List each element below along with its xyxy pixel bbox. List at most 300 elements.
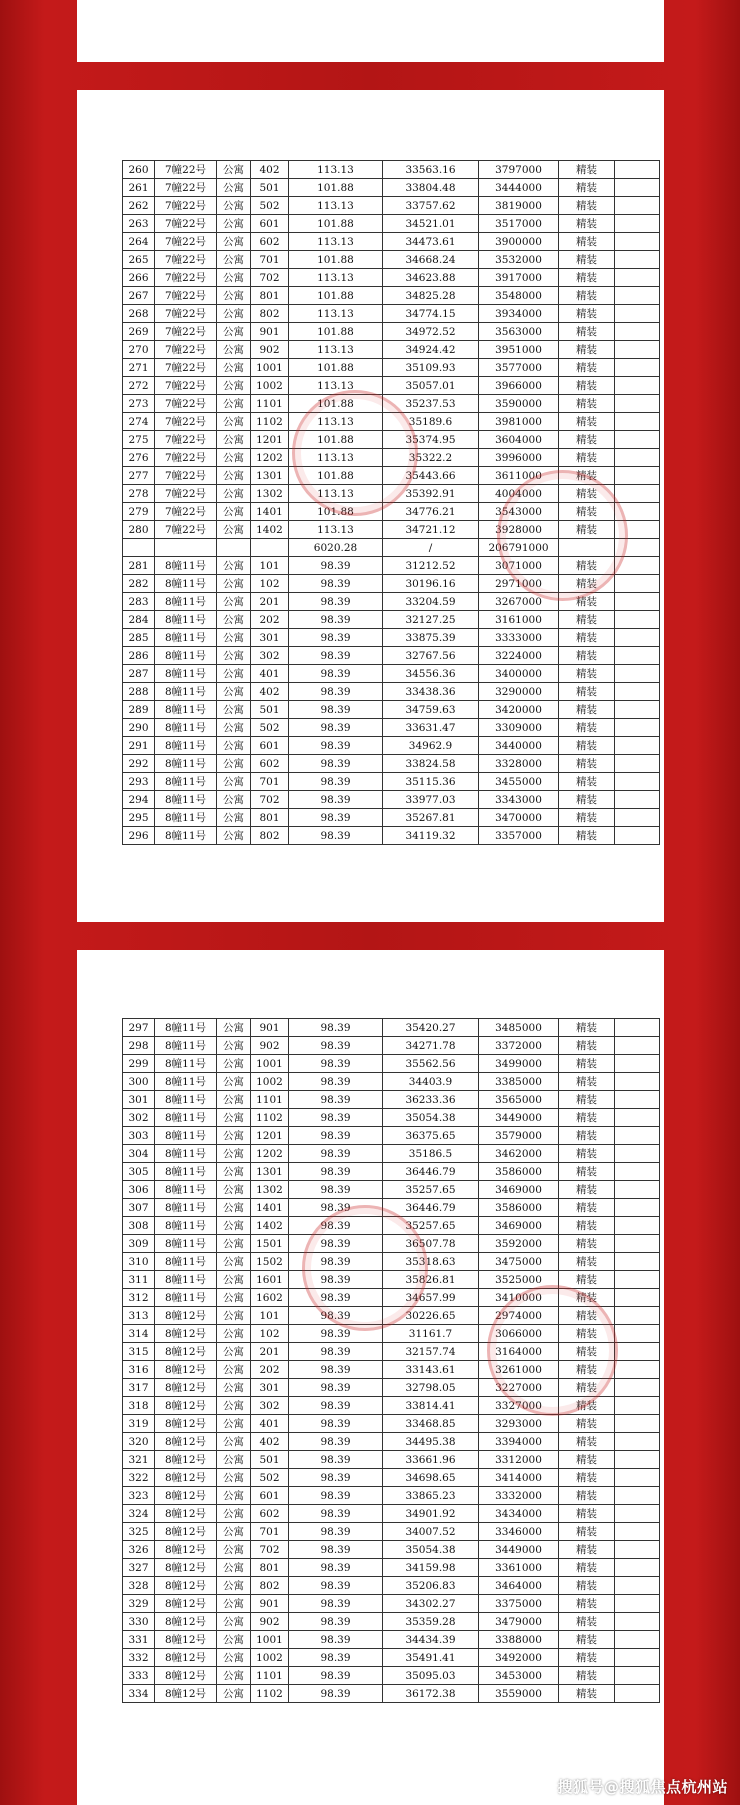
- property-type-cell: 公寓: [217, 719, 251, 737]
- row-number-cell: 315: [123, 1343, 155, 1361]
- decoration-status-cell: 精装: [559, 1145, 615, 1163]
- property-type-cell: 公寓: [217, 1199, 251, 1217]
- unit-price-cell: 34901.92: [383, 1505, 479, 1523]
- blank-cell: [615, 1379, 660, 1397]
- floor-area-cell: 98.39: [289, 647, 383, 665]
- total-price-cell: 3224000: [479, 647, 559, 665]
- blank-cell: [615, 269, 660, 287]
- unit-price-cell: 32157.74: [383, 1343, 479, 1361]
- decoration-status-cell: 精装: [559, 1361, 615, 1379]
- total-price-cell: 3611000: [479, 467, 559, 485]
- row-number-cell: 317: [123, 1379, 155, 1397]
- decoration-status-cell: 精装: [559, 341, 615, 359]
- total-price-cell: 3543000: [479, 503, 559, 521]
- table-row: [123, 1145, 660, 1163]
- table-row: [123, 215, 660, 233]
- blank-cell: [615, 1181, 660, 1199]
- total-price-cell: 3361000: [479, 1559, 559, 1577]
- row-number-cell: 320: [123, 1433, 155, 1451]
- total-price-cell: 3388000: [479, 1631, 559, 1649]
- building-cell: 8幢12号: [155, 1379, 217, 1397]
- total-price-cell: 3951000: [479, 341, 559, 359]
- unit-price-cell: 35826.81: [383, 1271, 479, 1289]
- total-price-cell: 3290000: [479, 683, 559, 701]
- room-number-cell: 101: [251, 557, 289, 575]
- row-number-cell: 271: [123, 359, 155, 377]
- unit-price-cell: 30196.16: [383, 575, 479, 593]
- property-type-cell: 公寓: [217, 1397, 251, 1415]
- blank-cell: [615, 1145, 660, 1163]
- total-price-cell: 3485000: [479, 1019, 559, 1037]
- price-table-2: [122, 1018, 660, 1703]
- unit-price-cell: 33824.58: [383, 755, 479, 773]
- blank-cell: [615, 341, 660, 359]
- table-row: [123, 773, 660, 791]
- row-number-cell: 316: [123, 1361, 155, 1379]
- decoration-status-cell: 精装: [559, 1613, 615, 1631]
- total-price-cell: 3066000: [479, 1325, 559, 1343]
- property-type-cell: 公寓: [217, 755, 251, 773]
- unit-price-cell: 36446.79: [383, 1163, 479, 1181]
- decoration-status-cell: [559, 539, 615, 557]
- floor-area-cell: 98.39: [289, 1451, 383, 1469]
- room-number-cell: 701: [251, 251, 289, 269]
- building-cell: 8幢12号: [155, 1631, 217, 1649]
- property-type-cell: 公寓: [217, 1253, 251, 1271]
- decoration-status-cell: 精装: [559, 485, 615, 503]
- property-type-cell: 公寓: [217, 1541, 251, 1559]
- table-row: [123, 575, 660, 593]
- blank-cell: [615, 647, 660, 665]
- total-price-cell: 3996000: [479, 449, 559, 467]
- price-table-1-body: [123, 161, 660, 845]
- room-number-cell: 801: [251, 287, 289, 305]
- table-row: [123, 1091, 660, 1109]
- building-cell: 8幢12号: [155, 1685, 217, 1703]
- floor-area-cell: 98.39: [289, 1271, 383, 1289]
- row-number-cell: 288: [123, 683, 155, 701]
- floor-area-cell: 113.13: [289, 197, 383, 215]
- table-row: [123, 1451, 660, 1469]
- property-type-cell: 公寓: [217, 341, 251, 359]
- row-number-cell: 275: [123, 431, 155, 449]
- row-number-cell: 263: [123, 215, 155, 233]
- unit-price-cell: 34698.65: [383, 1469, 479, 1487]
- unit-price-cell: 33865.23: [383, 1487, 479, 1505]
- decoration-status-cell: 精装: [559, 233, 615, 251]
- building-cell: 8幢12号: [155, 1451, 217, 1469]
- room-number-cell: 601: [251, 215, 289, 233]
- property-type-cell: 公寓: [217, 773, 251, 791]
- property-type-cell: 公寓: [217, 377, 251, 395]
- blank-cell: [615, 1451, 660, 1469]
- building-cell: 7幢22号: [155, 503, 217, 521]
- decoration-status-cell: 精装: [559, 323, 615, 341]
- blank-cell: [615, 1631, 660, 1649]
- blank-cell: [615, 287, 660, 305]
- property-type-cell: 公寓: [217, 1037, 251, 1055]
- unit-price-cell: 35420.27: [383, 1019, 479, 1037]
- unit-price-cell: 31212.52: [383, 557, 479, 575]
- row-number-cell: 267: [123, 287, 155, 305]
- room-number-cell: 302: [251, 1397, 289, 1415]
- unit-price-cell: 35267.81: [383, 809, 479, 827]
- blank-cell: [615, 251, 660, 269]
- property-type-cell: 公寓: [217, 1433, 251, 1451]
- floor-area-cell: 98.39: [289, 1307, 383, 1325]
- building-cell: 7幢22号: [155, 377, 217, 395]
- total-price-cell: 3161000: [479, 611, 559, 629]
- room-number-cell: 202: [251, 1361, 289, 1379]
- property-type-cell: 公寓: [217, 1505, 251, 1523]
- table-row: [123, 1433, 660, 1451]
- room-number-cell: 602: [251, 233, 289, 251]
- total-price-cell: 3375000: [479, 1595, 559, 1613]
- row-number-cell: 276: [123, 449, 155, 467]
- total-price-cell: 3444000: [479, 179, 559, 197]
- decoration-status-cell: 精装: [559, 701, 615, 719]
- building-cell: 8幢11号: [155, 683, 217, 701]
- room-number-cell: 102: [251, 1325, 289, 1343]
- floor-area-cell: 98.39: [289, 575, 383, 593]
- building-cell: 7幢22号: [155, 359, 217, 377]
- decoration-status-cell: 精装: [559, 287, 615, 305]
- building-cell: 8幢12号: [155, 1541, 217, 1559]
- table-row: [123, 629, 660, 647]
- floor-area-cell: 98.39: [289, 1379, 383, 1397]
- blank-cell: [615, 1217, 660, 1235]
- building-cell: 8幢12号: [155, 1487, 217, 1505]
- building-cell: 8幢12号: [155, 1577, 217, 1595]
- total-price-cell: 3586000: [479, 1199, 559, 1217]
- room-number-cell: 602: [251, 1505, 289, 1523]
- decoration-status-cell: 精装: [559, 305, 615, 323]
- room-number-cell: 1002: [251, 1073, 289, 1091]
- row-number-cell: 273: [123, 395, 155, 413]
- table-row: [123, 1379, 660, 1397]
- property-type-cell: 公寓: [217, 1487, 251, 1505]
- unit-price-cell: 30226.65: [383, 1307, 479, 1325]
- floor-area-cell: 113.13: [289, 341, 383, 359]
- property-type-cell: 公寓: [217, 1289, 251, 1307]
- row-number-cell: 293: [123, 773, 155, 791]
- property-type-cell: 公寓: [217, 1343, 251, 1361]
- room-number-cell: 1002: [251, 1649, 289, 1667]
- floor-area-cell: 98.39: [289, 791, 383, 809]
- blank-cell: [615, 233, 660, 251]
- unit-price-cell: 35257.65: [383, 1217, 479, 1235]
- total-price-cell: 3499000: [479, 1055, 559, 1073]
- building-cell: 8幢11号: [155, 1055, 217, 1073]
- total-price-cell: 3455000: [479, 773, 559, 791]
- table-row: [123, 1613, 660, 1631]
- table-row: [123, 1163, 660, 1181]
- building-cell: 7幢22号: [155, 179, 217, 197]
- room-number-cell: 1302: [251, 485, 289, 503]
- price-table-1: [122, 160, 660, 845]
- table-row: [123, 1541, 660, 1559]
- total-price-cell: 3592000: [479, 1235, 559, 1253]
- row-number-cell: 319: [123, 1415, 155, 1433]
- building-cell: 8幢11号: [155, 1289, 217, 1307]
- floor-area-cell: 98.39: [289, 1523, 383, 1541]
- table-row: [123, 1577, 660, 1595]
- blank-cell: [615, 521, 660, 539]
- row-number-cell: 318: [123, 1397, 155, 1415]
- blank-cell: [615, 323, 660, 341]
- decoration-status-cell: 精装: [559, 521, 615, 539]
- row-number-cell: 323: [123, 1487, 155, 1505]
- building-cell: 7幢22号: [155, 467, 217, 485]
- floor-area-cell: 98.39: [289, 1361, 383, 1379]
- room-number-cell: 702: [251, 269, 289, 287]
- unit-price-cell: 34972.52: [383, 323, 479, 341]
- blank-cell: [615, 827, 660, 845]
- row-number-cell: 292: [123, 755, 155, 773]
- total-price-cell: 3604000: [479, 431, 559, 449]
- building-cell: 8幢11号: [155, 809, 217, 827]
- table-row: [123, 737, 660, 755]
- floor-area-cell: 98.39: [289, 1073, 383, 1091]
- unit-price-cell: 35392.91: [383, 485, 479, 503]
- row-number-cell: 265: [123, 251, 155, 269]
- row-number-cell: 264: [123, 233, 155, 251]
- room-number-cell: 301: [251, 629, 289, 647]
- floor-area-cell: 98.39: [289, 1397, 383, 1415]
- blank-cell: [615, 1487, 660, 1505]
- room-number-cell: 1202: [251, 1145, 289, 1163]
- room-number-cell: 1101: [251, 1667, 289, 1685]
- blank-cell: [615, 1361, 660, 1379]
- decoration-status-cell: 精装: [559, 1541, 615, 1559]
- table-row: [123, 1235, 660, 1253]
- unit-price-cell: 35057.01: [383, 377, 479, 395]
- blank-cell: [615, 1019, 660, 1037]
- total-price-cell: 3420000: [479, 701, 559, 719]
- property-type-cell: 公寓: [217, 701, 251, 719]
- decoration-status-cell: 精装: [559, 1433, 615, 1451]
- row-number-cell: 331: [123, 1631, 155, 1649]
- table-row: [123, 395, 660, 413]
- table-row: [123, 539, 660, 557]
- blank-cell: [615, 359, 660, 377]
- blank-cell: [615, 1397, 660, 1415]
- unit-price-cell: 35237.53: [383, 395, 479, 413]
- unit-price-cell: 34403.9: [383, 1073, 479, 1091]
- table-row: [123, 269, 660, 287]
- property-type-cell: 公寓: [217, 1469, 251, 1487]
- property-type-cell: 公寓: [217, 1181, 251, 1199]
- property-type-cell: 公寓: [217, 449, 251, 467]
- property-type-cell: 公寓: [217, 503, 251, 521]
- property-type-cell: 公寓: [217, 521, 251, 539]
- row-number-cell: 266: [123, 269, 155, 287]
- unit-price-cell: 34271.78: [383, 1037, 479, 1055]
- unit-price-cell: 34007.52: [383, 1523, 479, 1541]
- row-number-cell: 322: [123, 1469, 155, 1487]
- row-number-cell: 313: [123, 1307, 155, 1325]
- decoration-status-cell: 精装: [559, 809, 615, 827]
- decoration-status-cell: 精装: [559, 449, 615, 467]
- row-number-cell: 287: [123, 665, 155, 683]
- decoration-status-cell: 精装: [559, 1217, 615, 1235]
- room-number-cell: 502: [251, 1469, 289, 1487]
- unit-price-cell: 35374.95: [383, 431, 479, 449]
- room-number-cell: 801: [251, 809, 289, 827]
- floor-area-cell: 98.39: [289, 1559, 383, 1577]
- room-number-cell: 1301: [251, 467, 289, 485]
- decoration-status-cell: 精装: [559, 503, 615, 521]
- room-number-cell: 502: [251, 197, 289, 215]
- property-type-cell: 公寓: [217, 1235, 251, 1253]
- property-type-cell: 公寓: [217, 287, 251, 305]
- room-number-cell: 1401: [251, 503, 289, 521]
- table-row: [123, 1505, 660, 1523]
- decoration-status-cell: 精装: [559, 1667, 615, 1685]
- table-row: [123, 503, 660, 521]
- property-type-cell: 公寓: [217, 1127, 251, 1145]
- blank-cell: [615, 1271, 660, 1289]
- total-price-cell: 3492000: [479, 1649, 559, 1667]
- decoration-status-cell: 精装: [559, 1415, 615, 1433]
- building-cell: 8幢12号: [155, 1559, 217, 1577]
- decoration-status-cell: 精装: [559, 1019, 615, 1037]
- floor-area-cell: 98.39: [289, 1325, 383, 1343]
- floor-area-cell: 98.39: [289, 1343, 383, 1361]
- blank-cell: [615, 1325, 660, 1343]
- room-number-cell: 501: [251, 701, 289, 719]
- row-number-cell: 283: [123, 593, 155, 611]
- property-type-cell: 公寓: [217, 1649, 251, 1667]
- building-cell: [155, 539, 217, 557]
- table-row: [123, 791, 660, 809]
- building-cell: 8幢11号: [155, 773, 217, 791]
- blank-cell: [615, 629, 660, 647]
- floor-area-cell: 98.39: [289, 1253, 383, 1271]
- floor-area-cell: 98.39: [289, 773, 383, 791]
- table-row: [123, 665, 660, 683]
- blank-cell: [615, 1685, 660, 1703]
- blank-cell: [615, 1649, 660, 1667]
- table-row: [123, 719, 660, 737]
- decoration-status-cell: 精装: [559, 791, 615, 809]
- decoration-status-cell: 精装: [559, 629, 615, 647]
- building-cell: 8幢12号: [155, 1523, 217, 1541]
- building-cell: 7幢22号: [155, 269, 217, 287]
- unit-price-cell: 33757.62: [383, 197, 479, 215]
- unit-price-cell: 33814.41: [383, 1397, 479, 1415]
- property-type-cell: 公寓: [217, 359, 251, 377]
- blank-cell: [615, 467, 660, 485]
- blank-cell: [615, 683, 660, 701]
- total-price-cell: 3479000: [479, 1613, 559, 1631]
- unit-price-cell: 36446.79: [383, 1199, 479, 1217]
- table-row: [123, 1271, 660, 1289]
- room-number-cell: 1001: [251, 1631, 289, 1649]
- building-cell: 7幢22号: [155, 197, 217, 215]
- decoration-status-cell: 精装: [559, 215, 615, 233]
- table-row: [123, 1649, 660, 1667]
- blank-cell: [615, 755, 660, 773]
- floor-area-cell: 98.39: [289, 1469, 383, 1487]
- property-type-cell: 公寓: [217, 1631, 251, 1649]
- unit-price-cell: 33438.36: [383, 683, 479, 701]
- property-type-cell: 公寓: [217, 1613, 251, 1631]
- row-number-cell: 308: [123, 1217, 155, 1235]
- table-row: [123, 1217, 660, 1235]
- property-type-cell: 公寓: [217, 809, 251, 827]
- decoration-status-cell: 精装: [559, 773, 615, 791]
- floor-area-cell: 98.39: [289, 1199, 383, 1217]
- blank-cell: [615, 1577, 660, 1595]
- building-cell: 8幢11号: [155, 575, 217, 593]
- floor-area-cell: 101.88: [289, 215, 383, 233]
- floor-area-cell: 98.39: [289, 1433, 383, 1451]
- room-number-cell: 802: [251, 305, 289, 323]
- floor-area-cell: 98.39: [289, 1577, 383, 1595]
- unit-price-cell: 36172.38: [383, 1685, 479, 1703]
- row-number-cell: 325: [123, 1523, 155, 1541]
- building-cell: 8幢12号: [155, 1667, 217, 1685]
- row-number-cell: 261: [123, 179, 155, 197]
- room-number-cell: 1201: [251, 1127, 289, 1145]
- floor-area-cell: 101.88: [289, 323, 383, 341]
- building-cell: 8幢12号: [155, 1397, 217, 1415]
- property-type-cell: 公寓: [217, 413, 251, 431]
- unit-price-cell: 34668.24: [383, 251, 479, 269]
- document-page-1: [77, 90, 664, 922]
- table-row: [123, 1361, 660, 1379]
- building-cell: 8幢12号: [155, 1505, 217, 1523]
- blank-cell: [615, 1505, 660, 1523]
- building-cell: 8幢11号: [155, 629, 217, 647]
- table-row: [123, 1019, 660, 1037]
- floor-area-cell: 98.39: [289, 701, 383, 719]
- table-row: [123, 1667, 660, 1685]
- row-number-cell: 314: [123, 1325, 155, 1343]
- property-type-cell: 公寓: [217, 305, 251, 323]
- property-type-cell: 公寓: [217, 827, 251, 845]
- table-row: [123, 1181, 660, 1199]
- building-cell: 7幢22号: [155, 233, 217, 251]
- unit-price-cell: 36233.36: [383, 1091, 479, 1109]
- total-price-cell: 2971000: [479, 575, 559, 593]
- decoration-status-cell: 精装: [559, 395, 615, 413]
- table-row: [123, 557, 660, 575]
- decoration-status-cell: 精装: [559, 1505, 615, 1523]
- building-cell: 8幢11号: [155, 1235, 217, 1253]
- room-number-cell: 1201: [251, 431, 289, 449]
- property-type-cell: 公寓: [217, 683, 251, 701]
- table-row: [123, 1307, 660, 1325]
- table-row: [123, 1343, 660, 1361]
- total-price-cell: 3261000: [479, 1361, 559, 1379]
- property-type-cell: 公寓: [217, 323, 251, 341]
- property-type-cell: 公寓: [217, 1379, 251, 1397]
- property-type-cell: 公寓: [217, 1361, 251, 1379]
- floor-area-cell: 101.88: [289, 431, 383, 449]
- table-row: [123, 521, 660, 539]
- table-row: [123, 1109, 660, 1127]
- building-cell: 8幢11号: [155, 701, 217, 719]
- unit-price-cell: 33631.47: [383, 719, 479, 737]
- row-number-cell: 328: [123, 1577, 155, 1595]
- unit-price-cell: 35054.38: [383, 1109, 479, 1127]
- total-price-cell: 3548000: [479, 287, 559, 305]
- blank-cell: [615, 1667, 660, 1685]
- room-number-cell: 602: [251, 755, 289, 773]
- row-number-cell: 295: [123, 809, 155, 827]
